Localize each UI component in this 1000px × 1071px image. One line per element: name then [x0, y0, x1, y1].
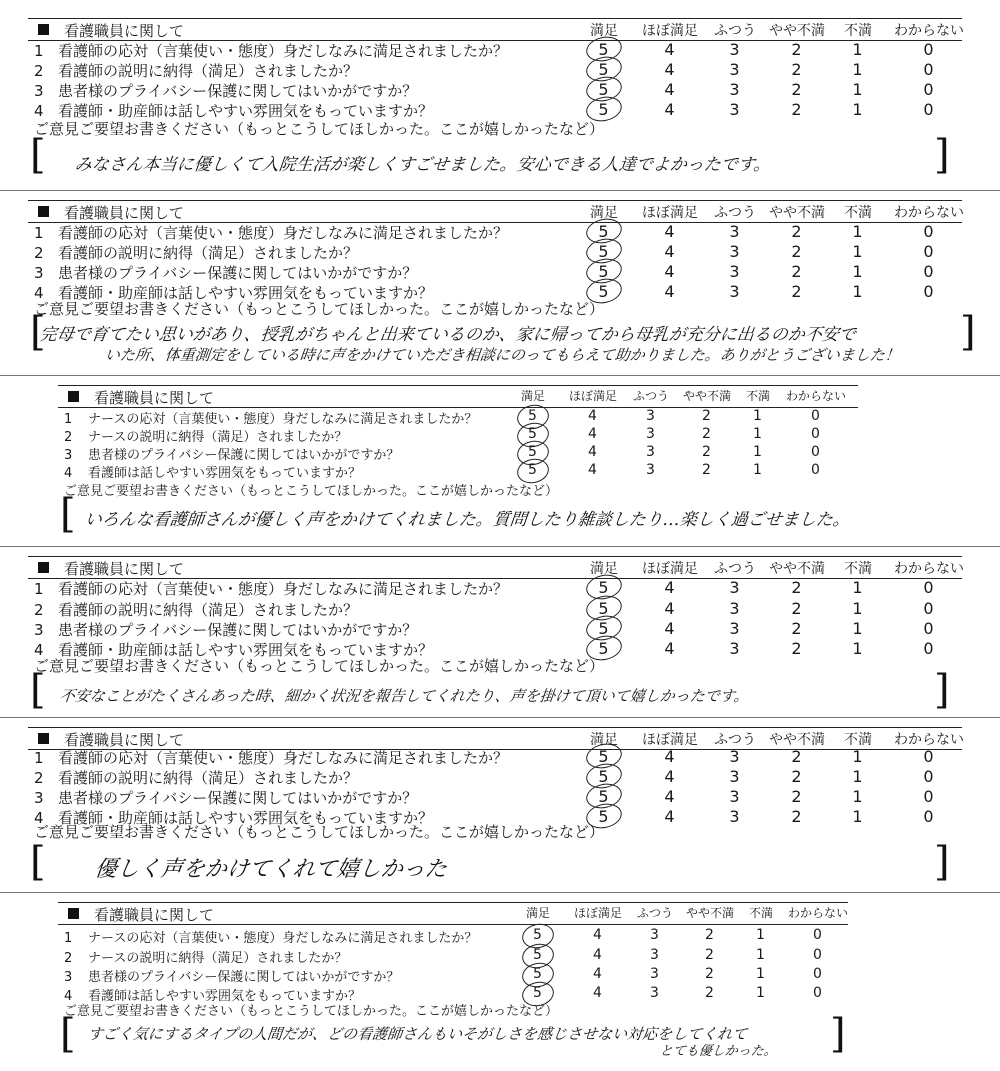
rating-option-2[interactable]: 2 — [702, 408, 712, 424]
section-title: 看護職員に関して — [64, 731, 185, 749]
question-row — [34, 262, 417, 283]
rating-option-1[interactable]: 1 — [852, 242, 864, 261]
rating-option-5[interactable]: 5 — [533, 947, 543, 963]
rating-option-2[interactable]: 2 — [705, 966, 715, 982]
scale-label: 満足 — [525, 906, 551, 920]
rating-option-0[interactable]: 0 — [923, 282, 935, 301]
rating-option-1[interactable]: 1 — [852, 767, 864, 786]
rating-option-2[interactable]: 2 — [791, 747, 803, 766]
scale-label: ほぼ満足 — [568, 389, 618, 403]
question-text: 看護師の応対（言葉使い・態度）身だしなみに満足されましたか？ — [58, 224, 509, 242]
form-separator — [0, 375, 1000, 376]
question-row — [34, 619, 417, 640]
section-header — [58, 385, 858, 408]
scale-label: わからない — [894, 561, 964, 577]
question-number: 3 — [64, 970, 73, 985]
question-row — [64, 426, 347, 445]
question-number: 4 — [64, 989, 73, 1004]
rating-option-5[interactable]: 5 — [598, 282, 610, 301]
rating-option-0[interactable]: 0 — [923, 787, 935, 806]
section-title: 看護職員に関して — [64, 560, 185, 578]
rating-option-3[interactable]: 3 — [729, 807, 741, 826]
scale-label: 不満 — [745, 389, 771, 403]
rating-option-3[interactable]: 3 — [729, 578, 741, 597]
rating-option-3[interactable]: 3 — [729, 262, 741, 281]
question-text: 看護師の説明に納得（満足）されましたか？ — [58, 769, 359, 787]
form-separator — [0, 717, 1000, 718]
question-number: 4 — [64, 466, 73, 481]
rating-option-5[interactable]: 5 — [598, 80, 610, 99]
handwritten-comment: 不安なことがたくさんあった時、細かく状況を報告してくれたり、声を掛けて頂いて嬉しかったです。 — [59, 687, 750, 705]
question-text: 看護師の説明に納得（満足）されましたか？ — [58, 244, 359, 262]
rating-option-0[interactable]: 0 — [923, 80, 935, 99]
rating-option-0[interactable]: 0 — [813, 947, 823, 963]
header-square-icon — [38, 733, 49, 744]
rating-option-1[interactable]: 1 — [852, 639, 864, 658]
question-number: 2 — [34, 62, 44, 80]
rating-option-1[interactable]: 1 — [852, 619, 864, 638]
comment-prompt: ご意見ご要望お書きください（もっとこうしてほしかった。ここが嬉しかったなど） — [64, 484, 559, 499]
rating-option-4[interactable]: 4 — [664, 747, 676, 766]
rating-option-5[interactable]: 5 — [528, 408, 538, 424]
rating-option-2[interactable]: 2 — [791, 40, 803, 59]
rating-option-2[interactable]: 2 — [791, 80, 803, 99]
scale-label: ふつう — [714, 23, 756, 39]
question-row — [64, 966, 399, 985]
rating-option-5[interactable]: 5 — [598, 222, 610, 241]
scale-label: 不満 — [844, 732, 872, 748]
question-text: 看護師・助産師は話しやすい雰囲気をもっていますか？ — [58, 102, 434, 120]
rating-option-5[interactable]: 5 — [598, 242, 610, 261]
scale-label: やや不満 — [769, 732, 825, 748]
question-number: 2 — [34, 244, 44, 262]
rating-option-2[interactable]: 2 — [791, 767, 803, 786]
rating-option-3[interactable]: 3 — [729, 639, 741, 658]
question-text: 看護師の説明に納得（満足）されましたか？ — [58, 62, 359, 80]
rating-option-3[interactable]: 3 — [650, 985, 660, 1001]
question-text: 看護師の応対（言葉使い・態度）身だしなみに満足されましたか？ — [58, 580, 509, 598]
question-number: 2 — [34, 601, 44, 619]
question-row — [34, 767, 358, 788]
rating-option-2[interactable]: 2 — [705, 927, 715, 943]
rating-option-5[interactable]: 5 — [528, 426, 538, 442]
rating-option-1[interactable]: 1 — [852, 578, 864, 597]
scale-label: 満足 — [590, 732, 618, 748]
rating-option-0[interactable]: 0 — [923, 60, 935, 79]
rating-option-4[interactable]: 4 — [664, 40, 676, 59]
scale-label: ほぼ満足 — [642, 561, 698, 577]
comment-prompt: ご意見ご要望お書きください（もっとこうしてほしかった。ここが嬉しかったなど） — [34, 120, 605, 138]
rating-option-1[interactable]: 1 — [852, 222, 864, 241]
rating-option-0[interactable]: 0 — [923, 767, 935, 786]
question-row — [34, 599, 358, 620]
rating-option-3[interactable]: 3 — [729, 282, 741, 301]
scale-label: 満足 — [590, 23, 618, 39]
form-separator — [0, 892, 1000, 893]
question-text: 看護師は話しやすい雰囲気をもっていますか？ — [88, 989, 362, 1004]
comment-bracket-left: [ — [60, 491, 76, 537]
rating-option-1[interactable]: 1 — [756, 927, 766, 943]
question-number: 1 — [64, 412, 73, 427]
comment-bracket-left: [ — [30, 839, 46, 885]
rating-option-5[interactable]: 5 — [598, 599, 610, 618]
question-number: 1 — [34, 749, 44, 767]
rating-option-5[interactable]: 5 — [533, 927, 543, 943]
rating-option-1[interactable]: 1 — [756, 947, 766, 963]
rating-option-0[interactable]: 0 — [923, 639, 935, 658]
rating-option-2[interactable]: 2 — [791, 578, 803, 597]
rating-option-3[interactable]: 3 — [729, 619, 741, 638]
rating-option-5[interactable]: 5 — [598, 747, 610, 766]
rating-option-1[interactable]: 1 — [756, 985, 766, 1001]
question-row — [34, 787, 417, 808]
scale-label: 満足 — [520, 389, 546, 403]
question-text: ナースの説明に納得（満足）されましたか？ — [88, 951, 348, 966]
section-title: 看護職員に関して — [94, 906, 215, 924]
rating-option-5[interactable]: 5 — [598, 578, 610, 597]
comment-bracket-right: ] — [960, 309, 976, 355]
question-number: 1 — [34, 42, 44, 60]
question-number: 4 — [34, 284, 44, 302]
rating-option-2[interactable]: 2 — [791, 100, 803, 119]
scale-label: ふつう — [714, 561, 756, 577]
question-text: 看護師・助産師は話しやすい雰囲気をもっていますか？ — [58, 809, 434, 827]
scale-label: ほぼ満足 — [642, 205, 698, 221]
scale-label: わからない — [785, 389, 847, 403]
comment-prompt: ご意見ご要望お書きください（もっとこうしてほしかった。ここが嬉しかったなど） — [64, 1004, 559, 1019]
rating-option-3[interactable]: 3 — [646, 462, 656, 478]
rating-option-4[interactable]: 4 — [664, 578, 676, 597]
rating-option-1[interactable]: 1 — [753, 426, 763, 442]
rating-option-4[interactable]: 4 — [593, 985, 603, 1001]
rating-option-1[interactable]: 1 — [852, 787, 864, 806]
question-row — [34, 80, 417, 101]
rating-option-1[interactable]: 1 — [852, 262, 864, 281]
rating-option-0[interactable]: 0 — [811, 444, 821, 460]
handwritten-comment: 完母で育てたい思いがあり、授乳がちゃんと出来ているのか、家に帰ってから母乳が充分に出るのか不安で — [38, 325, 857, 345]
question-text: 看護師の応対（言葉使い・態度）身だしなみに満足されましたか？ — [58, 749, 509, 767]
rating-option-0[interactable]: 0 — [923, 619, 935, 638]
rating-option-3[interactable]: 3 — [650, 947, 660, 963]
scale-label: やや不満 — [769, 205, 825, 221]
scale-label: ほぼ満足 — [642, 732, 698, 748]
rating-option-0[interactable]: 0 — [813, 927, 823, 943]
question-text: 患者様のプライバシー保護に関してはいかがですか？ — [88, 448, 400, 463]
section-title: 看護職員に関して — [94, 389, 215, 407]
rating-option-5[interactable]: 5 — [533, 966, 543, 982]
rating-option-2[interactable]: 2 — [791, 619, 803, 638]
rating-option-0[interactable]: 0 — [923, 262, 935, 281]
question-number: 1 — [34, 224, 44, 242]
rating-option-2[interactable]: 2 — [791, 282, 803, 301]
question-number: 3 — [34, 264, 44, 282]
scale-label: ふつう — [632, 389, 670, 403]
question-number: 3 — [34, 789, 44, 807]
rating-option-3[interactable]: 3 — [729, 787, 741, 806]
rating-option-5[interactable]: 5 — [528, 444, 538, 460]
rating-option-1[interactable]: 1 — [753, 408, 763, 424]
scale-label: わからない — [787, 906, 849, 920]
rating-option-5[interactable]: 5 — [528, 462, 538, 478]
rating-option-2[interactable]: 2 — [791, 807, 803, 826]
question-number: 1 — [34, 580, 44, 598]
rating-option-4[interactable]: 4 — [664, 807, 676, 826]
rating-option-4[interactable]: 4 — [664, 242, 676, 261]
rating-option-0[interactable]: 0 — [923, 40, 935, 59]
handwritten-comment: すごく気にするタイプの人間だが、どの看護師さんもいそがしさを感じさせない対応をしてくれて — [87, 1025, 749, 1043]
scale-label: やや不満 — [682, 389, 732, 403]
rating-option-0[interactable]: 0 — [923, 242, 935, 261]
rating-option-5[interactable]: 5 — [533, 985, 543, 1001]
comment-bracket-right: ] — [934, 667, 950, 713]
rating-option-3[interactable]: 3 — [650, 966, 660, 982]
rating-option-4[interactable]: 4 — [664, 787, 676, 806]
form-separator — [0, 546, 1000, 547]
rating-option-1[interactable]: 1 — [852, 80, 864, 99]
rating-option-4[interactable]: 4 — [664, 60, 676, 79]
rating-option-3[interactable]: 3 — [729, 222, 741, 241]
rating-option-4[interactable]: 4 — [664, 599, 676, 618]
comment-bracket-right: ] — [934, 839, 950, 885]
rating-option-4[interactable]: 4 — [593, 927, 603, 943]
rating-option-4[interactable]: 4 — [664, 80, 676, 99]
question-number: 2 — [64, 951, 73, 966]
question-row — [64, 408, 477, 427]
question-row — [64, 444, 399, 463]
rating-option-3[interactable]: 3 — [729, 599, 741, 618]
comment-bracket-left: [ — [60, 1011, 76, 1057]
rating-option-3[interactable]: 3 — [650, 927, 660, 943]
comment-bracket-left: [ — [30, 667, 46, 713]
rating-option-2[interactable]: 2 — [702, 462, 712, 478]
header-square-icon — [68, 391, 79, 402]
rating-option-1[interactable]: 1 — [852, 100, 864, 119]
rating-option-2[interactable]: 2 — [791, 60, 803, 79]
handwritten-comment: 優しく声をかけてくれて嬉しかった — [93, 857, 449, 882]
rating-option-4[interactable]: 4 — [588, 444, 598, 460]
question-row — [34, 747, 508, 768]
rating-option-5[interactable]: 5 — [598, 40, 610, 59]
rating-option-5[interactable]: 5 — [598, 262, 610, 281]
rating-option-1[interactable]: 1 — [756, 966, 766, 982]
rating-option-1[interactable]: 1 — [852, 282, 864, 301]
scale-label: ほぼ満足 — [573, 906, 623, 920]
rating-option-0[interactable]: 0 — [813, 966, 823, 982]
handwritten-comment: いた所、体重測定をしている時に声をかけていただき相談にのってもらえて助かりました。ありがとうございました！ — [104, 346, 901, 364]
rating-option-0[interactable]: 0 — [813, 985, 823, 1001]
rating-option-5[interactable]: 5 — [598, 787, 610, 806]
question-row — [34, 578, 508, 599]
question-text: 患者様のプライバシー保護に関してはいかがですか？ — [88, 970, 400, 985]
rating-option-3[interactable]: 3 — [646, 408, 656, 424]
rating-option-5[interactable]: 5 — [598, 619, 610, 638]
rating-option-3[interactable]: 3 — [729, 242, 741, 261]
scale-label: わからない — [894, 732, 964, 748]
rating-option-1[interactable]: 1 — [852, 747, 864, 766]
rating-option-4[interactable]: 4 — [664, 100, 676, 119]
handwritten-comment: いろんな看護師さんが優しく声をかけてくれました。質問したり雑談したり…楽しく過ごせました。 — [83, 510, 851, 530]
rating-option-4[interactable]: 4 — [588, 426, 598, 442]
rating-option-4[interactable]: 4 — [593, 966, 603, 982]
rating-option-2[interactable]: 2 — [702, 426, 712, 442]
question-text: 看護師は話しやすい雰囲気をもっていますか？ — [88, 466, 362, 481]
scale-label: やや不満 — [685, 906, 735, 920]
rating-option-0[interactable]: 0 — [923, 100, 935, 119]
question-number: 4 — [34, 809, 44, 827]
comment-bracket-right: ] — [934, 132, 950, 178]
form-separator — [0, 190, 1000, 191]
question-row — [34, 60, 358, 81]
rating-option-1[interactable]: 1 — [753, 462, 763, 478]
rating-option-5[interactable]: 5 — [598, 807, 610, 826]
rating-option-0[interactable]: 0 — [923, 222, 935, 241]
rating-option-0[interactable]: 0 — [923, 599, 935, 618]
section-title: 看護職員に関して — [64, 22, 185, 40]
rating-option-2[interactable]: 2 — [705, 985, 715, 1001]
rating-option-2[interactable]: 2 — [791, 262, 803, 281]
rating-option-3[interactable]: 3 — [729, 100, 741, 119]
question-number: 3 — [64, 448, 73, 463]
rating-option-4[interactable]: 4 — [588, 408, 598, 424]
scale-label: やや不満 — [769, 23, 825, 39]
rating-option-3[interactable]: 3 — [729, 767, 741, 786]
rating-option-4[interactable]: 4 — [664, 262, 676, 281]
rating-option-5[interactable]: 5 — [598, 100, 610, 119]
question-text: ナースの応対（言葉使い・態度）身だしなみに満足されましたか？ — [88, 412, 478, 427]
scale-label: 満足 — [590, 561, 618, 577]
rating-option-4[interactable]: 4 — [664, 222, 676, 241]
rating-option-4[interactable]: 4 — [588, 462, 598, 478]
rating-option-2[interactable]: 2 — [702, 444, 712, 460]
rating-option-4[interactable]: 4 — [664, 639, 676, 658]
scale-label: 不満 — [844, 23, 872, 39]
scale-label: 不満 — [844, 205, 872, 221]
rating-option-1[interactable]: 1 — [852, 599, 864, 618]
scale-label: 満足 — [590, 205, 618, 221]
rating-option-5[interactable]: 5 — [598, 60, 610, 79]
rating-option-1[interactable]: 1 — [852, 807, 864, 826]
question-row — [34, 40, 508, 61]
question-text: 看護師の応対（言葉使い・態度）身だしなみに満足されましたか？ — [58, 42, 509, 60]
question-number: 3 — [34, 82, 44, 100]
question-number: 4 — [34, 641, 44, 659]
header-square-icon — [68, 908, 79, 919]
question-number: 2 — [64, 430, 73, 445]
rating-option-4[interactable]: 4 — [664, 282, 676, 301]
rating-option-3[interactable]: 3 — [729, 40, 741, 59]
comment-prompt: ご意見ご要望お書きください（もっとこうしてほしかった。ここが嬉しかったなど） — [34, 657, 605, 675]
question-text: 看護師・助産師は話しやすい雰囲気をもっていますか？ — [58, 641, 434, 659]
question-row — [64, 462, 361, 481]
handwritten-comment: とても優しかった。 — [659, 1044, 778, 1059]
rating-option-5[interactable]: 5 — [598, 639, 610, 658]
question-text: 看護師の説明に納得（満足）されましたか？ — [58, 601, 359, 619]
question-text: ナースの説明に納得（満足）されましたか？ — [88, 430, 348, 445]
question-number: 4 — [34, 102, 44, 120]
rating-option-0[interactable]: 0 — [923, 747, 935, 766]
section-title: 看護職員に関して — [64, 204, 185, 222]
rating-option-0[interactable]: 0 — [811, 426, 821, 442]
rating-option-1[interactable]: 1 — [852, 40, 864, 59]
scale-label: 不満 — [844, 561, 872, 577]
scale-label: わからない — [894, 205, 964, 221]
comment-bracket-left: [ — [30, 132, 46, 178]
rating-option-3[interactable]: 3 — [729, 60, 741, 79]
scale-label: ふつう — [636, 906, 674, 920]
rating-option-4[interactable]: 4 — [593, 947, 603, 963]
rating-option-5[interactable]: 5 — [598, 767, 610, 786]
question-row — [64, 927, 477, 946]
comment-prompt: ご意見ご要望お書きください（もっとこうしてほしかった。ここが嬉しかったなど） — [34, 823, 605, 841]
handwritten-comment: みなさん本当に優しくて入院生活が楽しくすごせました。安心できる人達でよかったです。 — [73, 155, 772, 175]
header-square-icon — [38, 206, 49, 217]
rating-option-2[interactable]: 2 — [791, 222, 803, 241]
comment-prompt: ご意見ご要望お書きください（もっとこうしてほしかった。ここが嬉しかったなど） — [34, 300, 605, 318]
rating-option-2[interactable]: 2 — [791, 242, 803, 261]
scale-label: ふつう — [714, 732, 756, 748]
rating-option-2[interactable]: 2 — [705, 947, 715, 963]
question-row — [64, 947, 347, 966]
rating-option-0[interactable]: 0 — [923, 578, 935, 597]
rating-option-2[interactable]: 2 — [791, 599, 803, 618]
question-text: 患者様のプライバシー保護に関してはいかがですか？ — [58, 621, 418, 639]
comment-bracket-right: ] — [830, 1011, 846, 1057]
rating-option-3[interactable]: 3 — [729, 747, 741, 766]
rating-option-1[interactable]: 1 — [753, 444, 763, 460]
rating-option-3[interactable]: 3 — [729, 80, 741, 99]
question-text: 患者様のプライバシー保護に関してはいかがですか？ — [58, 789, 418, 807]
rating-option-4[interactable]: 4 — [664, 619, 676, 638]
question-text: 患者様のプライバシー保護に関してはいかがですか？ — [58, 82, 418, 100]
rating-option-3[interactable]: 3 — [646, 444, 656, 460]
question-number: 3 — [34, 621, 44, 639]
scale-label: わからない — [894, 23, 964, 39]
scale-label: やや不満 — [769, 561, 825, 577]
rating-option-4[interactable]: 4 — [664, 767, 676, 786]
question-text: 看護師・助産師は話しやすい雰囲気をもっていますか？ — [58, 284, 434, 302]
rating-option-3[interactable]: 3 — [646, 426, 656, 442]
scale-label: 不満 — [748, 906, 774, 920]
header-square-icon — [38, 562, 49, 573]
question-text: ナースの応対（言葉使い・態度）身だしなみに満足されましたか？ — [88, 931, 478, 946]
rating-option-0[interactable]: 0 — [923, 807, 935, 826]
scale-label: ほぼ満足 — [642, 23, 698, 39]
question-number: 1 — [64, 931, 73, 946]
rating-option-0[interactable]: 0 — [811, 408, 821, 424]
question-row — [34, 242, 358, 263]
comment-bracket-left: [ — [30, 309, 46, 355]
header-square-icon — [38, 24, 49, 35]
rating-option-2[interactable]: 2 — [791, 787, 803, 806]
question-text: 患者様のプライバシー保護に関してはいかがですか？ — [58, 264, 418, 282]
scale-label: ふつう — [714, 205, 756, 221]
rating-option-0[interactable]: 0 — [811, 462, 821, 478]
question-row — [34, 222, 508, 243]
question-number: 2 — [34, 769, 44, 787]
rating-option-1[interactable]: 1 — [852, 60, 864, 79]
rating-option-2[interactable]: 2 — [791, 639, 803, 658]
